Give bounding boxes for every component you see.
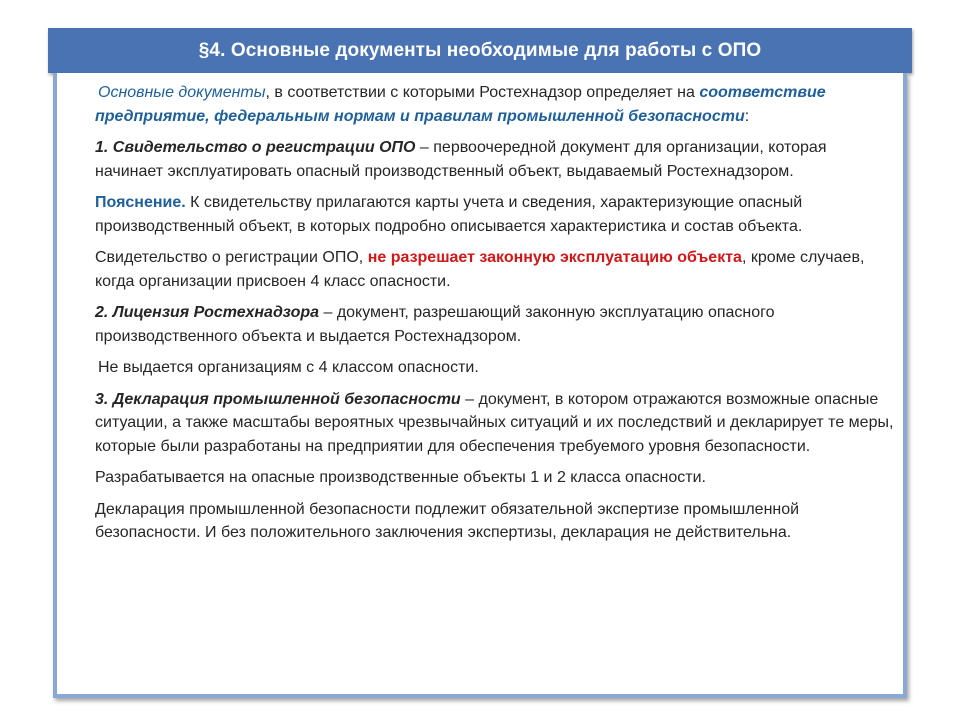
note-heading: Пояснение. <box>95 194 186 211</box>
intro-mid: , в соответствии с которыми Ростехнадзор определяет на <box>265 84 700 101</box>
item2-heading: 2. Лицензия Ростехнадзора <box>95 304 320 321</box>
intro-lead: Основные документы <box>98 84 266 101</box>
expert-paragraph: Декларация промышленной безопасности подлежит обязательной экспертизе промышленной безопасности. И без положительного заключения экспертизы, декларация не действительна. <box>95 500 800 541</box>
intro-emphasis: соответствие предприятие, федеральным нормам и правилам промышленной безопасности <box>95 84 826 125</box>
item2-paragraph <box>95 301 895 348</box>
page-title: §4. Основные документы необходимые для работы с ОПО <box>198 39 762 61</box>
item3-heading: 3. Декларация промышленной безопасности <box>95 390 461 408</box>
item2-text: – документ, разрешающий законную эксплуатацию опасного производственного объекта и выдается Ростехнадзором. <box>95 304 775 345</box>
note-paragraph <box>95 191 895 238</box>
item3-paragraph <box>95 388 895 459</box>
item2-note-paragraph: Не выдается организациям с 4 классом опасности. <box>98 359 479 376</box>
item1-text: – первоочередной документ для организации, которая начинает эксплуатировать опасный производственный объект, выдаваемый Ростехнадзором. <box>95 139 827 180</box>
cert-post: , кроме случаев, когда организации присвоен 4 класс опасности. <box>95 249 865 290</box>
item3-text: – документ, в котором отражаются возможные опасные ситуации, а также масштабы вероятных чрезвычайных ситуаций и их последствий и декларирует те меры, которые были разработаны на предприятии для обеспечения требуемого уровня безопасности. <box>95 390 894 455</box>
intro-tail: : <box>744 107 750 125</box>
content-box <box>53 73 907 698</box>
cert-paragraph <box>95 246 895 293</box>
item1-paragraph <box>95 136 895 183</box>
content-body <box>95 81 895 553</box>
intro-paragraph <box>95 81 895 128</box>
cert-warning: не разрешает законную эксплуатацию объекта <box>367 249 742 266</box>
cert-pre: Свидетельство о регистрации ОПО, <box>95 249 368 266</box>
note-text: К свидетельству прилагаются карты учета и сведения, характеризующие опасный производственный объект, в которых подробно описывается характеристика и состав объекта. <box>95 194 803 235</box>
dev-paragraph: Разрабатывается на опасные производственные объекты 1 и 2 класса опасности. <box>95 469 706 486</box>
item1-heading: 1. Свидетельство о регистрации ОПО <box>95 139 416 156</box>
title-bar <box>48 28 912 73</box>
